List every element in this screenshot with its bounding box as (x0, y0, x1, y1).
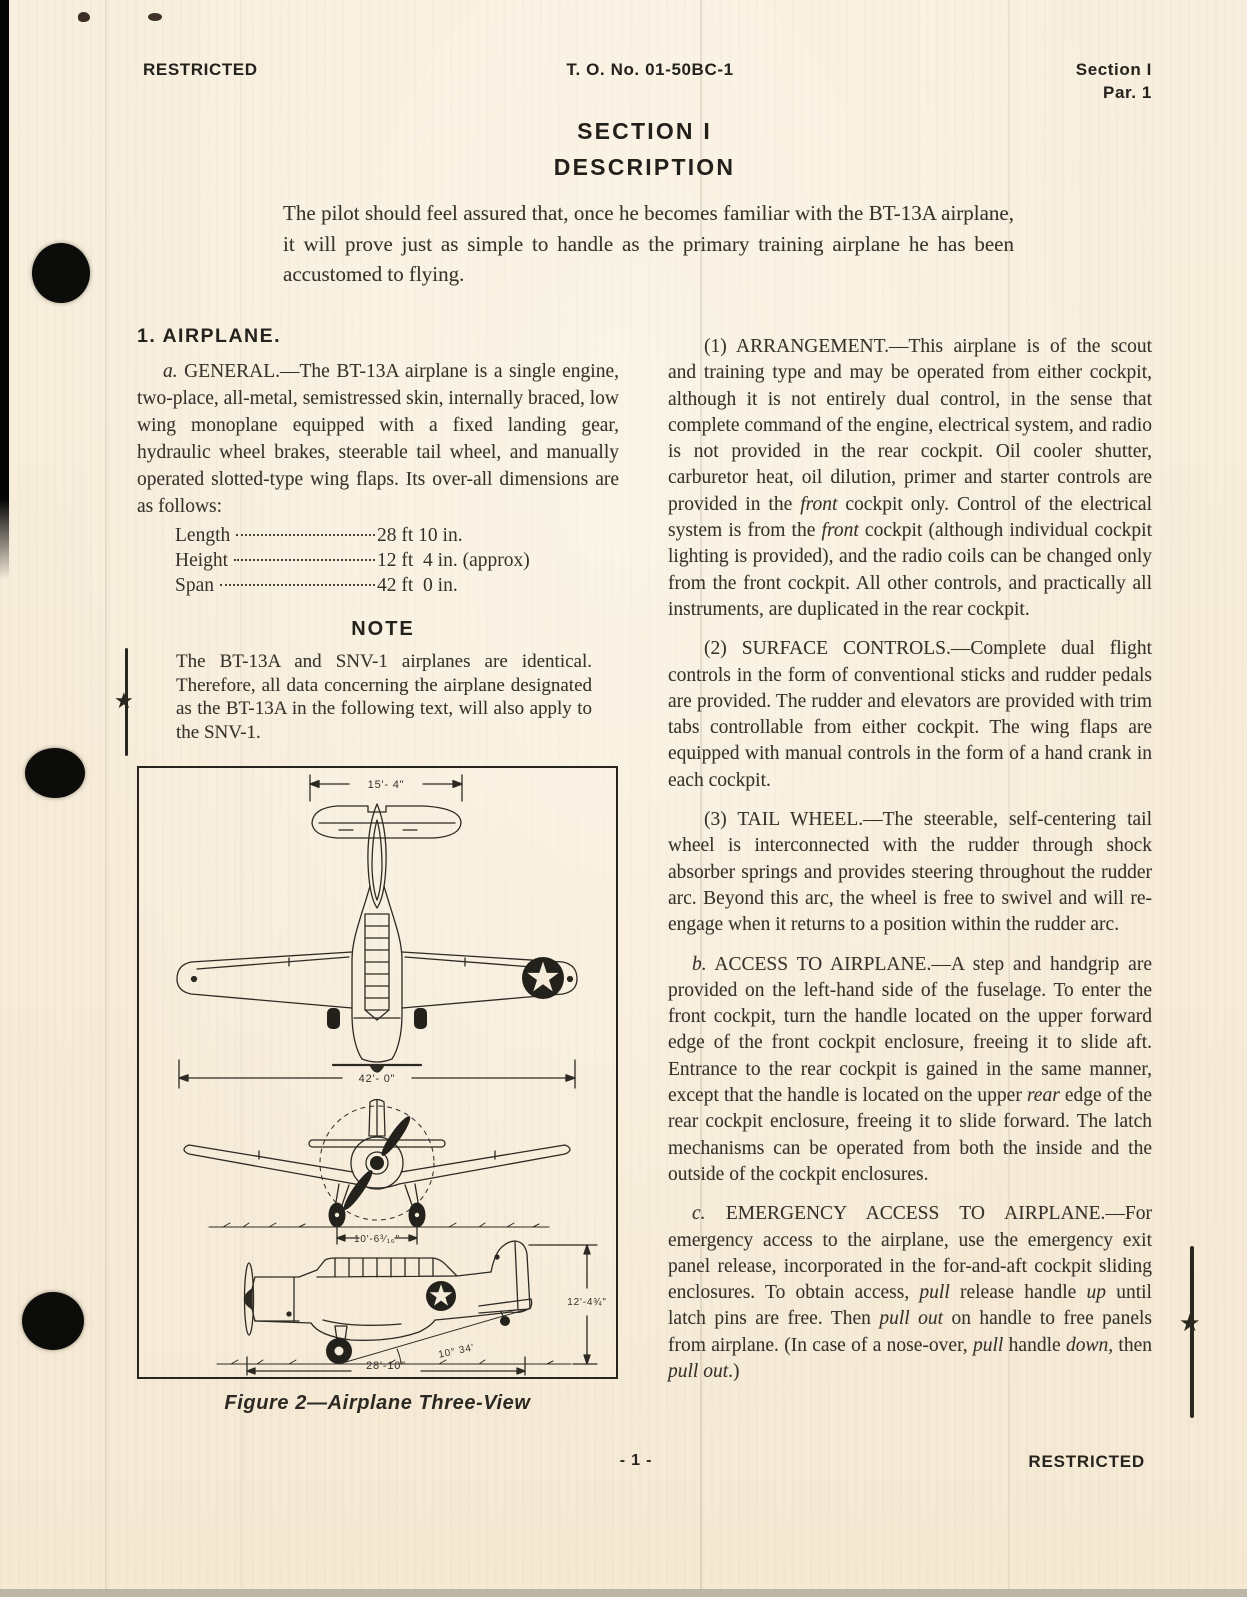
scan-left-edge (0, 0, 9, 580)
dimension-label: Length (175, 525, 231, 546)
hole-punch (22, 1292, 84, 1350)
hole-punch (32, 243, 90, 303)
revision-star-icon: ★ (1179, 1311, 1201, 1337)
dotted-leader (234, 559, 375, 561)
dimension-row (175, 525, 595, 550)
page-number: - 1 - (619, 1452, 653, 1469)
dimension-row (175, 550, 595, 575)
paragraph-arrangement: (1) ARRANGEMENT.—This airplane is of the scout and training type and may be operated from either cockpit, although it is not entirely dual control, in the sense that complete command of the engine, electrical system, and radio is not provided in the rear cockpit. Oil cooler shutter, carburetor heat, oil dilution, primer and starter controls are provided in the front cockpit only. Control of the electrical system is from the front cockpit (although individual cockpit lighting is provided), and the radio coils can be changed only from the front cockpit. All other controls, and practically all instruments, are duplicated in the rear cockpit. (668, 336, 1152, 620)
figure-airplane-three-view (137, 766, 618, 1379)
section-ref-line2: Par. 1 (1103, 83, 1152, 102)
figure-caption: Figure 2—Airplane Three-View (224, 1392, 531, 1414)
dimension-row (175, 575, 595, 600)
height-label: 12'-4¾" (567, 1297, 607, 1308)
intro-paragraph: The pilot should feel assured that, once he becomes familiar with the BT-13A airplane, it will prove just as simple to handle as the primary training airplane he has been accustomed to flying. (283, 201, 1014, 286)
technical-order-number: T. O. No. 01-50BC-1 (566, 60, 734, 79)
ink-speck (148, 13, 162, 21)
paper-crease (105, 0, 107, 1590)
deck-angle-label: 10° 34' (437, 1342, 476, 1361)
paragraph-tail-wheel: (3) TAIL WHEEL.—The steerable, self-centering tail wheel is interconnected with the rudder through shock absorber springs and provides steering throughout the rudder arc. Beyond this arc, the wheel is free to swivel and will re-engage when it returns to a position within the rudder arc. (668, 809, 1152, 936)
side-view-drawing (217, 1241, 597, 1375)
right-column (668, 334, 1152, 1398)
classification-footer: RESTRICTED (1028, 1452, 1145, 1471)
dimension-label: Height (175, 550, 229, 571)
revision-star-icon: ★ (114, 688, 134, 713)
paragraph-surface-controls: (2) SURFACE CONTROLS.—Complete dual flight controls in the form of conventional sticks and rudder pedals are provided. The rudder and elevators are provided with trim tabs controllable from either cockpit. The wing flaps are equipped with manual controls in the form of a hand crank in each cockpit. (668, 638, 1152, 791)
top-view-drawing (177, 775, 577, 1088)
dimension-label: Span (175, 575, 214, 596)
hole-punch (25, 748, 85, 798)
dimension-value: 12 ft 4 in. (approx) (377, 550, 530, 571)
dimension-list (175, 525, 595, 600)
note-heading: NOTE (351, 618, 415, 640)
section-reference (1000, 58, 1152, 104)
dimension-value: 28 ft 10 in. (377, 525, 463, 546)
classification-header-left: RESTRICTED (143, 60, 258, 79)
paragraph-emergency-access: c. EMERGENCY ACCESS TO AIRPLANE.—For emergency access to the airplane, use the emergency exit panel release, incorporated in the for-and-aft cockpit sliding enclosures. To obtain access, pull release handle up until latch pins are free. Then pull out on handle to free panels from airplane. (In case of a nose-over, pull handle down, then pull out.) (668, 1203, 1153, 1382)
ink-speck (78, 12, 90, 22)
section-ref-line1: Section I (1075, 60, 1152, 79)
dotted-leader (236, 534, 375, 536)
dotted-leader (220, 584, 375, 586)
section-title: SECTION I (577, 118, 712, 144)
length-label: 28'-10" (366, 1360, 406, 1372)
wing-span-label: 42'- 0" (358, 1073, 396, 1085)
airplane-heading: 1. AIRPLANE. (137, 325, 282, 347)
general-paragraph: a. GENERAL.—The BT-13A airplane is a single engine, two-place, all-metal, semistressed skin, internally braced, low wing monoplane equipped with a fixed landing gear, hydraulic wheel brakes, steerable tail wheel, and manually operated slotted-type wing flaps. Its over-all dimensions are as follows: (137, 361, 619, 517)
paragraph-access: b. ACCESS TO AIRPLANE.—A step and handgrip are provided on the left-hand side of the fuselage. To enter the front cockpit, turn the handle located on the upper forward edge of the front cockpit enclosure, freeing it to slide aft. Entrance to the rear cockpit is gained in the same manner, except that the handle is located on the upper rear edge of the rear cockpit enclosure, freeing it to slide forward. The latch mechanisms can be operated from both the inside and the outside of the cockpit enclosures. (668, 953, 1152, 1185)
wheel-track-label: 10'-6³⁄₁₆" (354, 1234, 400, 1245)
scan-bottom-edge (0, 1589, 1247, 1597)
note-body: The BT-13A and SNV-1 airplanes are identical. Therefore, all data concerning the airplane designated as the BT-13A in the following text, will also apply to the SNV-1. (176, 651, 592, 743)
three-view-drawing (139, 768, 615, 1376)
section-subtitle: DESCRIPTION (553, 154, 736, 180)
front-view-drawing (184, 1100, 570, 1245)
tail-span-label: 15'- 4" (367, 779, 405, 791)
dimension-value: 42 ft 0 in. (377, 575, 458, 596)
